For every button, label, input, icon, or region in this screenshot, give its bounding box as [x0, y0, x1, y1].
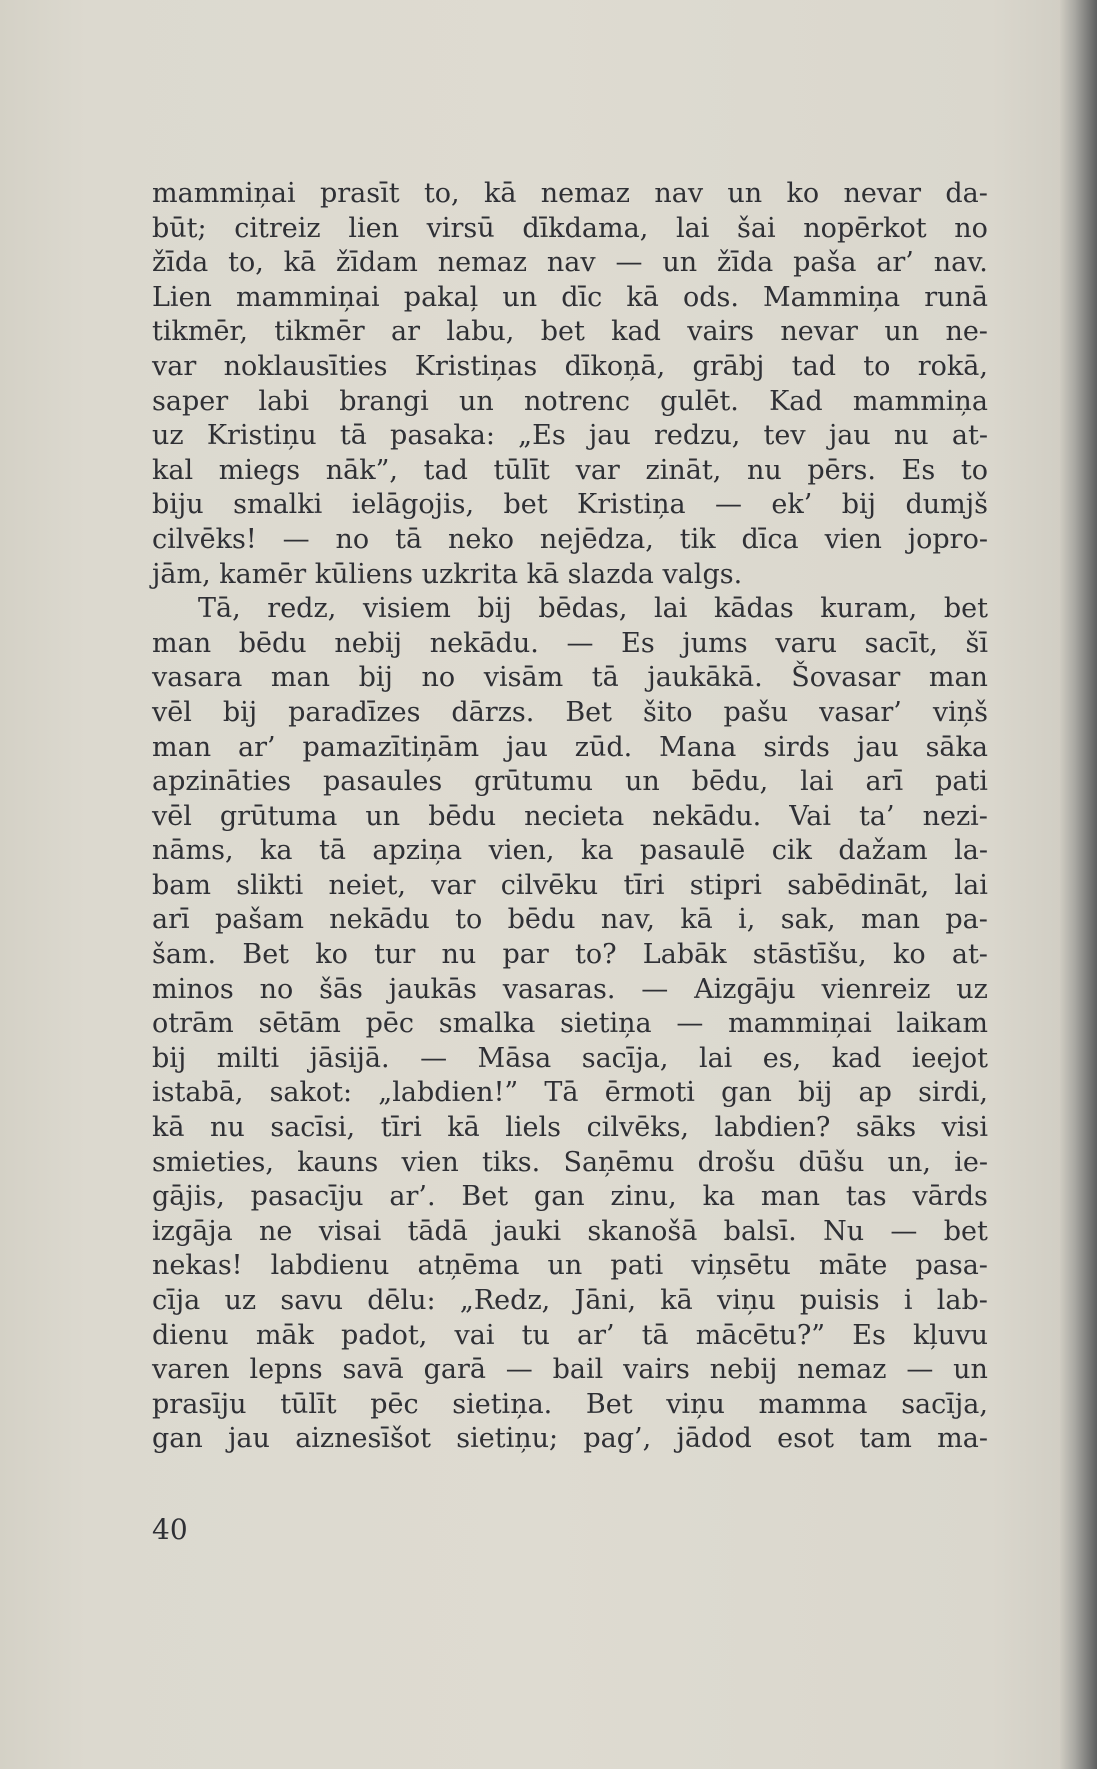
text-line: biju smalki ielāgojis, bet Kristiņa — ek’ bij dumjš — [152, 489, 988, 521]
text-line: smieties, kauns vien tiks. Saņēmu drošu dūšu un, ie- — [152, 1146, 988, 1178]
page-text — [152, 177, 988, 1457]
text-line: gājis, pasacīju ar’. Bet gan zinu, ka man tas vārds — [152, 1181, 988, 1213]
text-line: prasīju tūlīt pēc sietiņa. Bet viņu mamma sacīja, — [152, 1388, 988, 1420]
text-line: nāms, ka tā apziņa vien, ka pasaulē cik dažam la- — [152, 835, 988, 867]
text-line: apzināties pasaules grūtumu un bēdu, lai arī pati — [152, 766, 988, 798]
text-line: vēl grūtuma un bēdu necieta nekādu. Vai ta’ nezi- — [152, 800, 988, 832]
text-line: minos no šās jaukās vasaras. — Aizgāju vienreiz uz — [152, 973, 988, 1005]
page-number: 40 — [152, 1513, 188, 1546]
text-line: gan jau aiznesīšot sietiņu; pag’, jādod esot tam ma- — [152, 1423, 988, 1455]
text-line: otrām sētām pēc smalka sietiņa — mammiņai laikam — [152, 1008, 988, 1040]
text-line: saper labi brangi un notrenc gulēt. Kad mammiņa — [152, 385, 988, 417]
text-line: arī pašam nekādu to bēdu nav, kā i, sak, man pa- — [152, 904, 988, 936]
text-line: man ar’ pamazītiņām jau zūd. Mana sirds jau sāka — [152, 731, 988, 763]
text-line: žīda to, kā žīdam nemaz nav — un žīda paša ar’ nav. — [152, 247, 988, 279]
text-line: nekas! labdienu atņēma un pati viņsētu māte pasa- — [152, 1250, 988, 1282]
text-line: uz Kristiņu tā pasaka: „Es jau redzu, tev jau nu at- — [152, 420, 988, 452]
text-line: var noklausīties Kristiņas dīkoņā, grābj tad to rokā, — [152, 350, 988, 382]
text-line: kā nu sacīsi, tīri kā liels cilvēks, labdien? sāks visi — [152, 1112, 988, 1144]
text-line: Lien mammiņai pakaļ un dīc kā ods. Mammiņa runā — [152, 281, 988, 313]
text-line: dienu māk padot, vai tu ar’ tā mācētu?” Es kļuvu — [152, 1319, 988, 1351]
text-line: izgāja ne visai tādā jauki skanošā balsī. Nu — bet — [152, 1215, 988, 1247]
text-line: cīja uz savu dēlu: „Redz, Jāni, kā viņu puisis i lab- — [152, 1285, 988, 1316]
text-line: tikmēr, tikmēr ar labu, bet kad vairs nevar un ne- — [152, 316, 988, 348]
text-line: cilvēks! — no tā neko nejēdza, tik dīca vien jopro- — [152, 523, 988, 555]
text-line: mammiņai prasīt to, kā nemaz nav un ko nevar da- — [152, 178, 988, 209]
text-line: vēl bij paradīzes dārzs. Bet šito pašu vasar’ viņš — [152, 696, 988, 728]
text-line: bam slikti neiet, var cilvēku tīri stipri sabēdināt, lai — [152, 869, 988, 901]
text-line: būt; citreiz lien virsū dīkdama, lai šai nopērkot no — [152, 212, 988, 244]
text-line: šam. Bet ko tur nu par to? Labāk stāstīšu, ko at- — [152, 939, 988, 971]
text-line: jām, kamēr kūliens uzkrita kā slazda valgs. — [152, 558, 743, 590]
text-line: bij milti jāsijā. — Māsa sacīja, lai es, kad ieejot — [152, 1042, 988, 1074]
text-line: Tā, redz, visiem bij bēdas, lai kādas kuram, bet — [198, 593, 988, 625]
text-line: varen lepns savā garā — bail vairs nebij nemaz — un — [152, 1354, 988, 1386]
text-line: istabā, sakot: „labdien!” Tā ērmoti gan bij ap sirdi, — [152, 1077, 988, 1109]
page-edge — [1060, 0, 1097, 1769]
text-line: man bēdu nebij nekādu. — Es jums varu sacīt, šī — [152, 627, 988, 659]
text-line: kal miegs nāk”, tad tūlīt var zināt, nu pērs. Es to — [152, 454, 988, 486]
text-line: vasara man bij no visām tā jaukākā. Šovasar man — [152, 662, 988, 694]
